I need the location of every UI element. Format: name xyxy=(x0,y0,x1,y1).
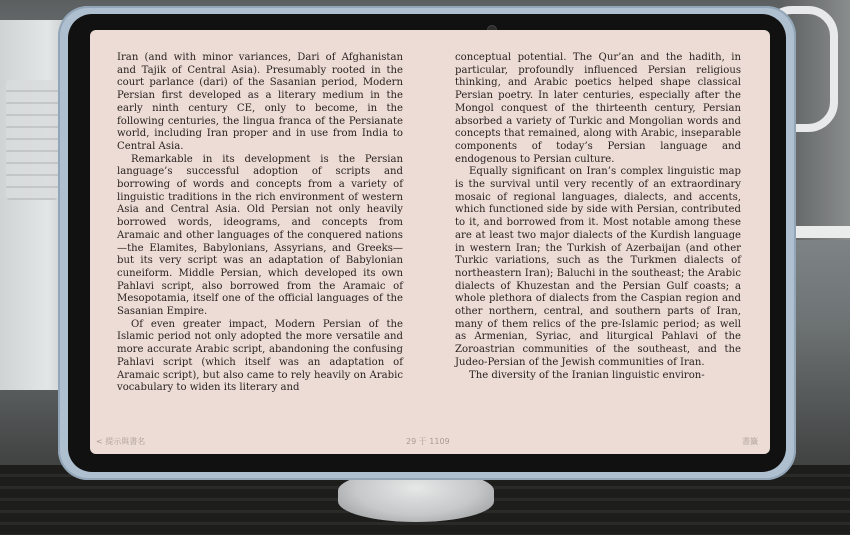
ebook-reader-screen[interactable] xyxy=(90,30,770,454)
paragraph: Equally significant on Iran’s complex linguistic map is the survival until very recently of an extraordinary mosaic of regional languages, dialects, and accents, which functioned side by side with Persian, contributed to it, and borrowed from it. Most notable among these are at least two major dialects of the Kurdish language in western Iran; the Turkish of Azerbaijan (and other Turkic variations, such as the Turkmen dialects of northeastern Iran); Baluchi in the southeast; the Arabic dialects of Khuzestan and the Persian Gulf coasts; a whole plethora of dialects from the Caspian region and other northern, central, and southern parts of Iran, many of them relics of the pre-Islamic period; as well as Armenian, Syriac, and liturgical Pahlavi of the Zoroastrian communities of the southeast, and the Judeo-Persian of the Jewish communities of Iran. xyxy=(455,166,741,368)
charging-cable xyxy=(788,226,850,238)
paragraph: The diversity of the Iranian linguistic environ- xyxy=(469,369,705,381)
background-device-keys xyxy=(6,80,58,200)
paragraph: conceptual potential. The Qur’an and the hadith, in particular, profoundly influenced Persian religious thinking, and Arabic poetics helped shape classical Persian poetry. In later centuries, especially after the Mongol conquest of the thirteenth century, Persian absorbed a variety of Turkic and Mongolian words and concepts that remained, along with Arabic, inseparable components of today’s Persian language and endogenous to Persian culture. xyxy=(455,52,741,165)
paragraph: Of even greater impact, Modern Persian of the Islamic period not only adopted the more versatile and more accurate Arabic script, abandoning the confusing Pahlavi script (which itself was an adaptation of Aramaic script), but also came to rely heavily on Arabic vocabulary to widen its literary and xyxy=(117,318,403,394)
reader-footer xyxy=(90,436,770,448)
paragraph: Remarkable in its development is the Persian language’s successful adoption of scripts and borrowing of words and concepts from a variety of linguistic traditions in the rich environment of western Asia and Central Asia. Old Persian not only heavily borrowed words, ideograms, and concepts from Aramaic and other languages of the conquered nations—the Elamites, Babylonians, Assyrians, and Greeks—but its very script was an adaptation of Babylonian cuneiform. Middle Persian, which developed its own Pahlavi script, also borrowed from the Aramaic of Mesopotamia, itself one of the official languages of the Sasanian Empire. xyxy=(117,153,403,318)
previous-page-button[interactable]: < 提示與書名 xyxy=(96,437,146,446)
bookmark-button[interactable]: 書籤 xyxy=(742,437,758,446)
page-indicator: 29 于 1109 xyxy=(406,437,450,446)
right-page-column xyxy=(455,52,741,382)
left-page-column xyxy=(117,52,403,395)
paragraph: Iran (and with minor variances, Dari of Afghanistan and Tajik of Central Asia). Presumably rooted in the court parlance (dari) of the Sasanian period, Modern Persian first developed as a literary medium in the early ninth century CE, only to become, in the following centuries, the lingua franca of the Persianate world, including Iran proper and in use from India to Central Asia. xyxy=(117,52,403,152)
